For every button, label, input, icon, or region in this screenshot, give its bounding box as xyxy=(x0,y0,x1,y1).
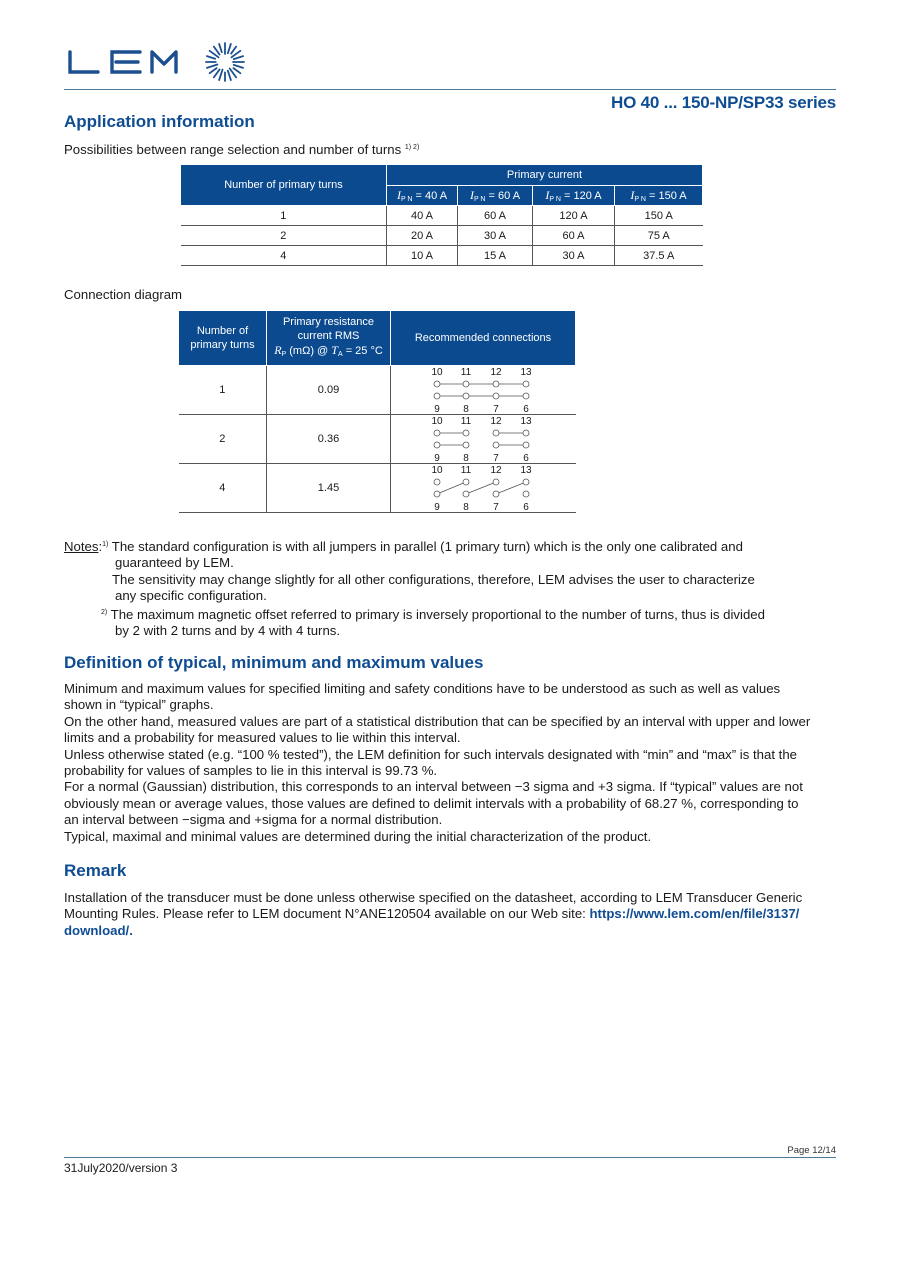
table-cell: 1 xyxy=(181,206,387,226)
pin-circle xyxy=(463,381,469,387)
table-cell: 120 A xyxy=(533,206,615,226)
jumper-line xyxy=(496,482,526,494)
application-intro: Possibilities between range selection and number of turns $^{1) 2)}$ xyxy=(64,142,420,157)
definition-line: shown in “typical” graphs. xyxy=(64,697,214,713)
jumper-line xyxy=(437,482,466,494)
definition-title: Definition of typical, minimum and maximum values xyxy=(64,653,484,672)
col-header-resistance: Primary resistance current RMS $R_P$ (mΩ) @ $T_A = 25$ °C xyxy=(267,311,391,366)
remark-line-2: Mounting Rules. Please refer to LEM document N°ANE120504 available on our Web site: https://www.lem.com/en/file/3137/ xyxy=(64,906,800,922)
definition-line: an interval between −sigma and +sigma for a normal distribution. xyxy=(64,812,443,828)
pin-circle xyxy=(434,430,440,436)
col-header-ipn-60: $I_{P N} = 60$ A xyxy=(458,185,533,206)
col-header-turns: Number of primary turns xyxy=(181,165,387,206)
pin-circle xyxy=(523,479,529,485)
pin-circle xyxy=(523,430,529,436)
pin-label-bottom: 8 xyxy=(463,502,470,512)
footer-date: 31July2020/version 3 xyxy=(64,1161,178,1175)
pin-circle xyxy=(463,479,469,485)
series-title: HO 40 ... 150-NP/SP33 series xyxy=(611,93,836,112)
lem-logo xyxy=(68,40,248,86)
pin-label-bottom: 9 xyxy=(434,453,441,463)
pin-circle xyxy=(523,491,529,497)
table-row xyxy=(181,246,703,266)
pin-circle xyxy=(434,479,440,485)
definition-line: Unless otherwise stated (e.g. “100 % tested”), the LEM definition for such intervals designated with “min” and “max” is that the xyxy=(64,746,797,762)
application-title: Application information xyxy=(64,112,255,131)
note-2-line-b: by 2 with 2 turns and by 4 with 4 turns. xyxy=(115,623,341,639)
pin-circle xyxy=(493,430,499,436)
lem-download-link[interactable]: https://www.lem.com/en/file/3137/ xyxy=(589,906,800,922)
remark-body xyxy=(64,890,844,939)
pin-label-bottom: 6 xyxy=(523,502,530,512)
table-cell: 60 A xyxy=(458,206,533,226)
table-cell: 150 A xyxy=(615,206,703,226)
pin-label-bottom: 7 xyxy=(493,502,500,512)
pin-label-bottom: 8 xyxy=(463,453,470,463)
notes-block xyxy=(64,537,824,639)
definition-line: obviously mean or average values, those values are defined to delimit intervals with a probability of 68.27 %, corresponding to xyxy=(64,795,799,811)
definition-line: On the other hand, measured values are part of a statistical distribution that can be specified by an interval with upper and lower xyxy=(64,713,811,729)
table-cell: 30 A xyxy=(458,226,533,246)
pin-circle xyxy=(523,393,529,399)
col-header-ipn-150: $I_{P N} = 150$ A xyxy=(615,185,703,206)
pin-label-bottom: 6 xyxy=(523,404,530,414)
table-cell: 0.09 xyxy=(267,366,391,415)
pin-label-bottom: 8 xyxy=(463,404,470,414)
remark-line-1: Installation of the transducer must be done unless otherwise specified on the datasheet, according to LEM Transducer Generic xyxy=(64,890,803,905)
definition-line: Typical, maximal and minimal values are determined during the initial characterization of the product. xyxy=(64,828,652,844)
connection-diagram-2-turns xyxy=(391,415,576,464)
pin-label-bottom: 9 xyxy=(434,502,441,512)
pin-circle xyxy=(434,442,440,448)
table-cell: 1 xyxy=(179,366,267,415)
connection-diagram-4-turns xyxy=(391,464,576,513)
col-header-connections: Recommended connections xyxy=(391,311,576,366)
note-1-line-a: Notes:$^{1)}$ The standard configuration is with all jumpers in parallel (1 primary turn) which is the only one calibrated and xyxy=(64,539,743,554)
pin-circle xyxy=(463,491,469,497)
pin-circle xyxy=(463,393,469,399)
definition-body xyxy=(64,681,844,845)
col-header-turns: Number of primary turns xyxy=(179,311,267,366)
table-cell: 15 A xyxy=(458,246,533,266)
pin-circle xyxy=(523,381,529,387)
connection-table xyxy=(178,310,576,513)
pin-label-bottom: 9 xyxy=(434,404,441,414)
table-cell: 2 xyxy=(181,226,387,246)
note-2-line-a: $^{2)}$ The maximum magnetic offset referred to primary is inversely proportional to the number of turns, thus is divided xyxy=(101,606,765,622)
header-rule xyxy=(64,89,836,90)
pin-label-top: 12 xyxy=(490,416,502,427)
pin-label-bottom: 6 xyxy=(523,453,530,463)
footer-rule xyxy=(64,1157,836,1158)
table-row xyxy=(181,226,703,246)
table-cell: 10 A xyxy=(387,246,458,266)
definition-line: probability for values of samples to lie in this interval is 99.73 %. xyxy=(64,763,438,779)
definition-line: For a normal (Gaussian) distribution, this corresponds to an interval between −3 sigma and +3 sigma. If “typical” values are not xyxy=(64,779,803,795)
pin-label-top: 11 xyxy=(461,416,472,427)
note-1-line-c: The sensitivity may change slightly for all other configurations, therefore, LEM advises the user to characterize xyxy=(112,571,755,587)
col-header-primary-current: Primary current xyxy=(387,165,703,186)
table-cell: 30 A xyxy=(533,246,615,266)
connection-diagram-1-turn xyxy=(391,366,576,415)
table-row xyxy=(181,206,703,226)
pin-circle xyxy=(434,393,440,399)
remark-title: Remark xyxy=(64,861,127,880)
pin-circle xyxy=(493,442,499,448)
table-row xyxy=(179,464,576,513)
page-number: Page 12/14 xyxy=(787,1145,836,1156)
pin-circle xyxy=(463,430,469,436)
table-cell: 1.45 xyxy=(267,464,391,513)
note-1-line-d: any specific configuration. xyxy=(115,588,267,604)
pin-label-top: 11 xyxy=(461,465,472,476)
definition-line: limits and a probability for measured values to lie within this interval. xyxy=(64,730,461,746)
col-header-ipn-120: $I_{P N} = 120$ A xyxy=(533,185,615,206)
table-row xyxy=(179,415,576,464)
pin-label-top: 10 xyxy=(431,465,443,476)
pin-label-top: 12 xyxy=(490,465,502,476)
pin-label-bottom: 7 xyxy=(493,453,500,463)
pin-label-top: 13 xyxy=(520,367,532,378)
pin-circle xyxy=(493,381,499,387)
pin-circle xyxy=(493,479,499,485)
pin-label-bottom: 7 xyxy=(493,404,500,414)
table-cell: 4 xyxy=(179,464,267,513)
table-cell: 20 A xyxy=(387,226,458,246)
table-cell: 40 A xyxy=(387,206,458,226)
pin-label-top: 13 xyxy=(520,465,532,476)
table-cell: 4 xyxy=(181,246,387,266)
table-row xyxy=(179,366,576,415)
table-cell: 2 xyxy=(179,415,267,464)
pin-label-top: 11 xyxy=(461,367,472,378)
note-1-line-b: guaranteed by LEM. xyxy=(115,555,234,571)
pin-label-top: 13 xyxy=(520,416,532,427)
range-selection-table xyxy=(180,164,703,266)
jumper-line xyxy=(466,482,496,494)
pin-circle xyxy=(493,393,499,399)
pin-circle xyxy=(523,442,529,448)
definition-line: Minimum and maximum values for specified limiting and safety conditions have to be understood as such as well as values xyxy=(64,681,781,696)
table-cell: 75 A xyxy=(615,226,703,246)
table-cell: 37.5 A xyxy=(615,246,703,266)
pin-circle xyxy=(434,491,440,497)
pin-circle xyxy=(463,442,469,448)
col-header-ipn-40: $I_{P N} = 40$ A xyxy=(387,185,458,206)
remark-line-3 xyxy=(64,923,844,939)
pin-circle xyxy=(493,491,499,497)
pin-label-top: 12 xyxy=(490,367,502,378)
table-cell: 0.36 xyxy=(267,415,391,464)
pin-circle xyxy=(434,381,440,387)
lem-download-link-cont[interactable]: download/. xyxy=(64,922,133,938)
table-cell: 60 A xyxy=(533,226,615,246)
connection-label: Connection diagram xyxy=(64,287,183,302)
pin-label-top: 10 xyxy=(431,416,443,427)
pin-label-top: 10 xyxy=(431,367,443,378)
